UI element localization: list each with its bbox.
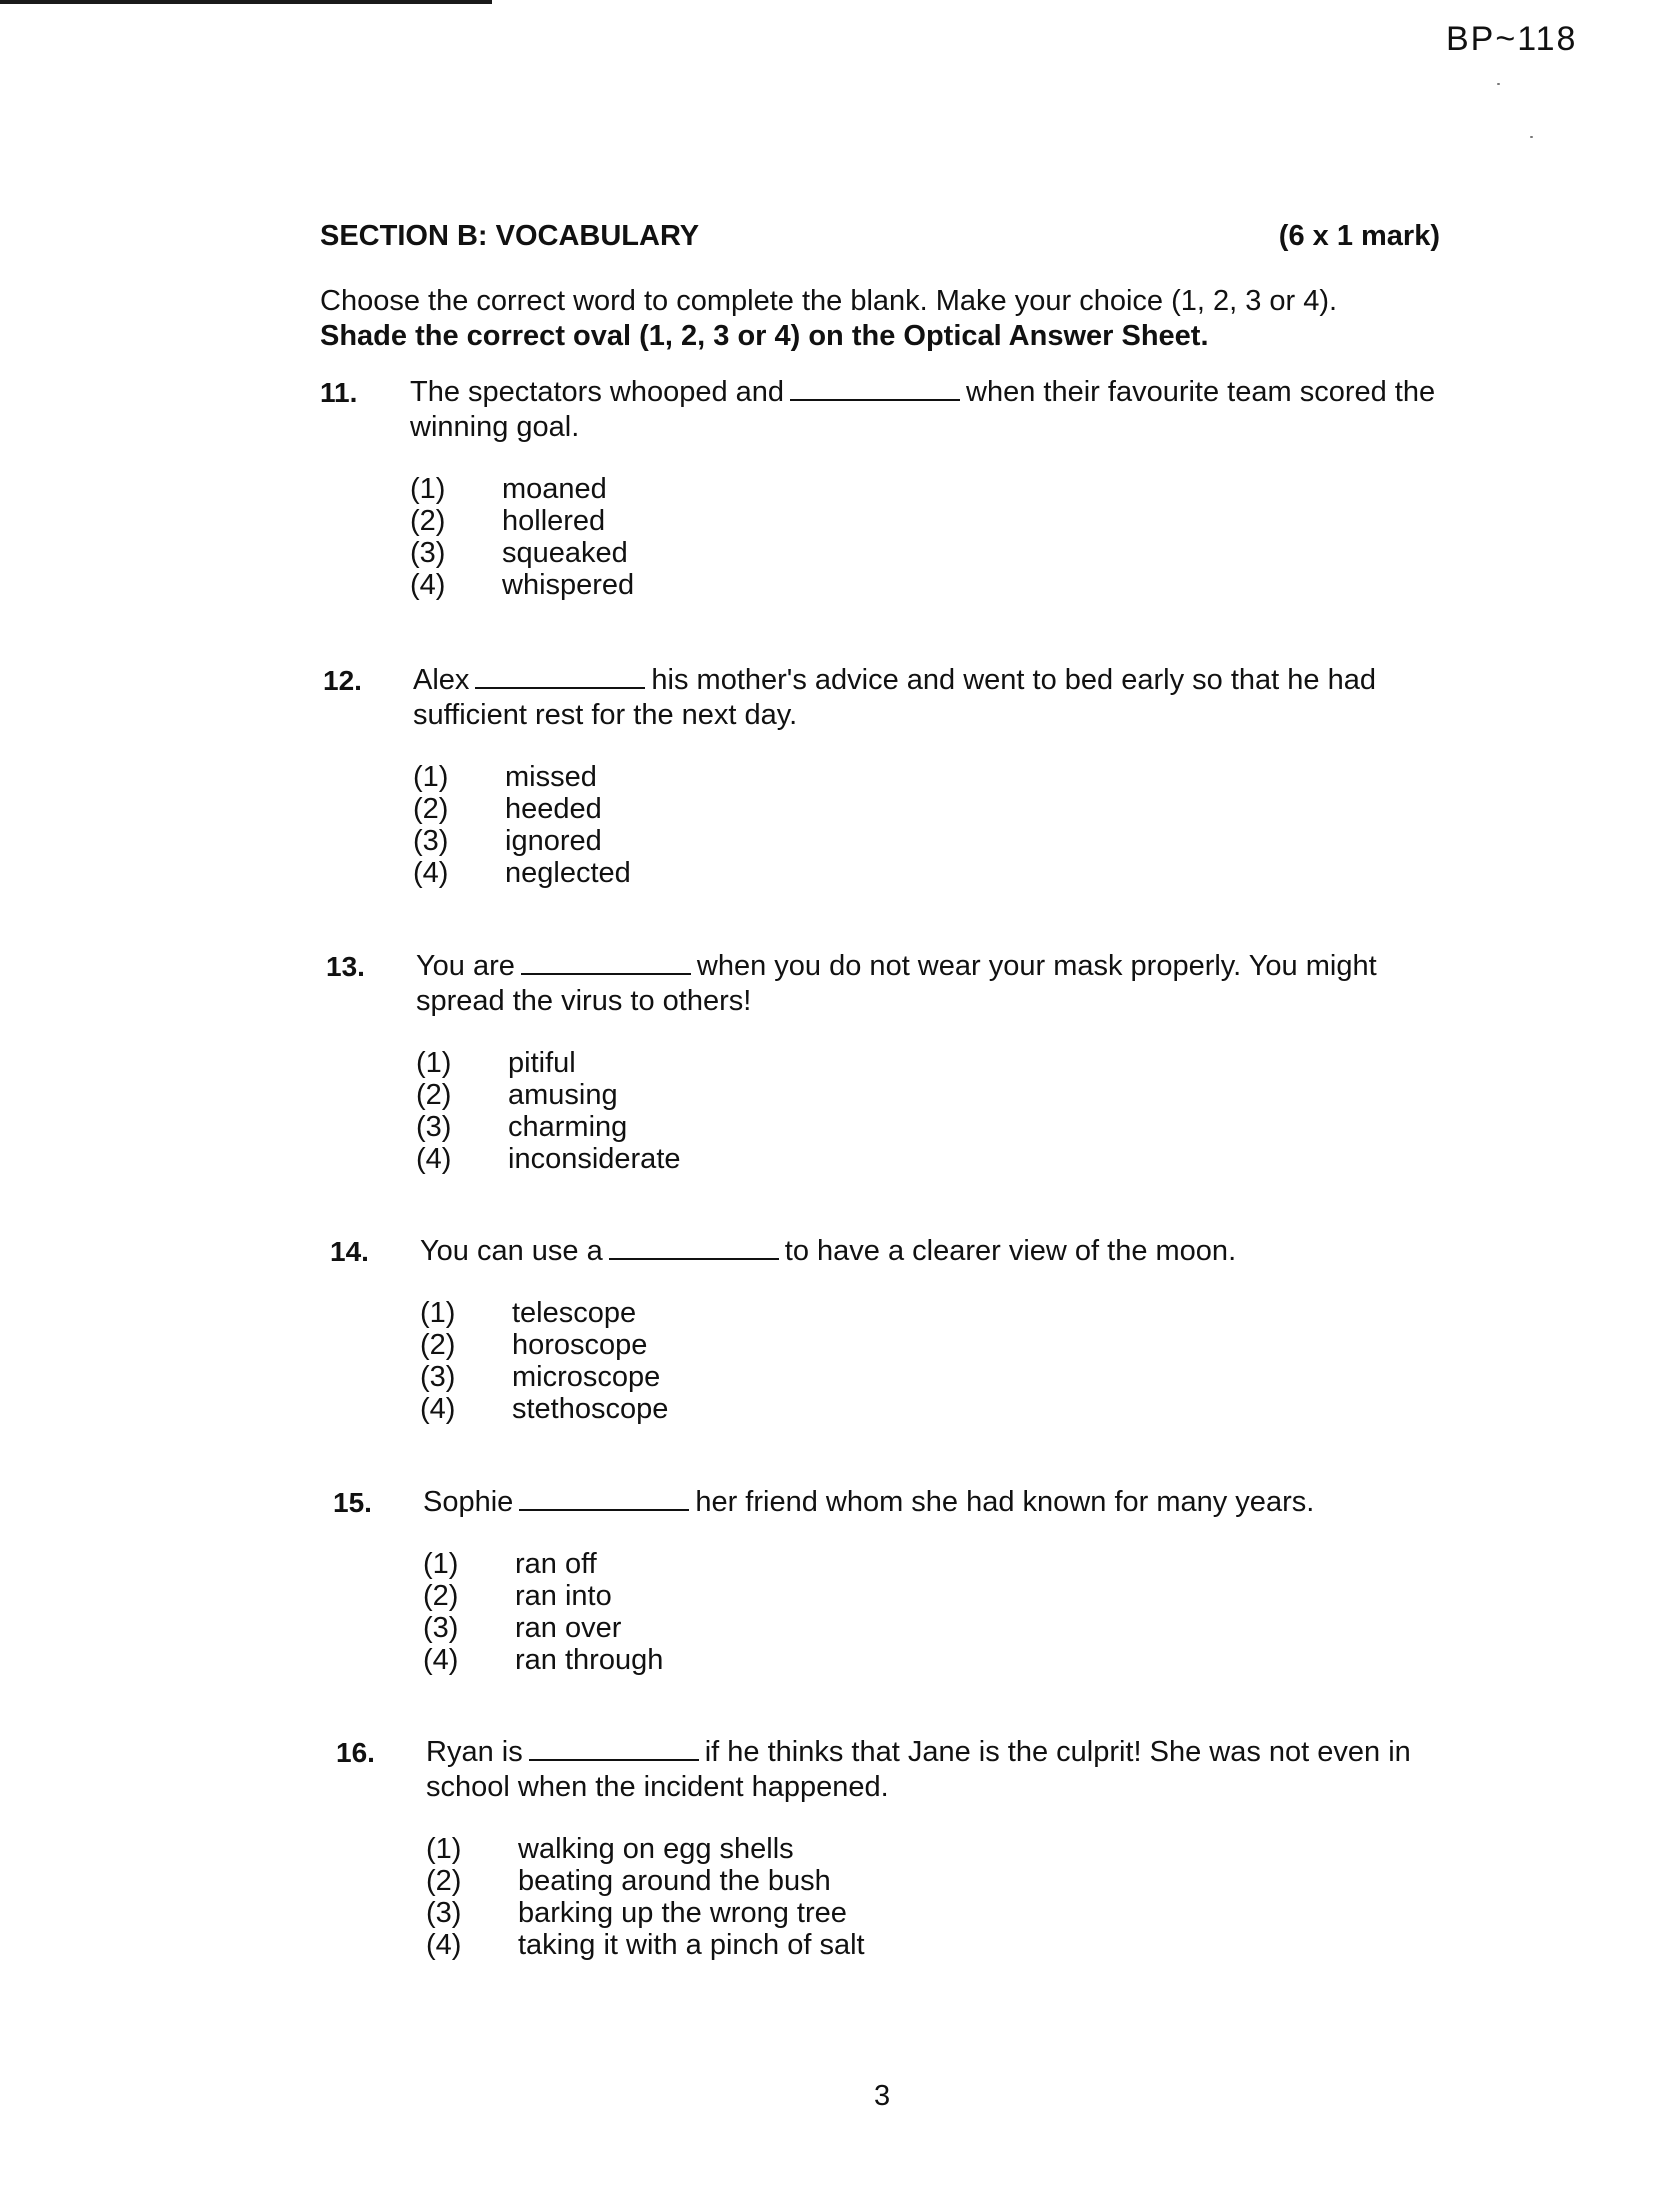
option-text: ran into (515, 1580, 612, 1612)
option-number: (4) (410, 569, 446, 601)
option (420, 1297, 1510, 1329)
question-text (423, 1483, 1473, 1520)
answer-blank (609, 1232, 779, 1260)
option-number: (2) (410, 505, 446, 537)
option (426, 1929, 1516, 1961)
option-number: (1) (410, 473, 446, 505)
question-stem (326, 947, 1506, 1019)
document-code: BP~118 (1446, 20, 1578, 58)
option-number: (3) (413, 825, 449, 857)
option-text: barking up the wrong tree (518, 1897, 847, 1929)
question-stem (320, 373, 1500, 445)
top-rule (0, 0, 492, 4)
stem-after: when you do not wear your mask properly. You might spread the virus to others! (416, 950, 1377, 1017)
option-number: (1) (423, 1548, 459, 1580)
option-number: (4) (416, 1143, 452, 1175)
question-number: 16. (336, 1737, 375, 1768)
answer-blank (519, 1483, 689, 1511)
option-text: amusing (508, 1079, 618, 1111)
answer-blank (521, 947, 691, 975)
option-number: (1) (413, 761, 449, 793)
option (426, 1833, 1516, 1865)
option-number: (1) (426, 1833, 462, 1865)
option-text: beating around the bush (518, 1865, 831, 1897)
section-marks: (6 x 1 mark) (1278, 220, 1440, 252)
option-text: hollered (502, 505, 606, 537)
option (416, 1079, 1506, 1111)
option (410, 569, 1500, 601)
option (413, 857, 1503, 889)
option-number: (2) (426, 1865, 462, 1897)
option-text: neglected (505, 857, 631, 889)
stem-after: her friend whom she had known for many years. (695, 1486, 1315, 1518)
option-text: pitiful (508, 1047, 576, 1079)
option-number: (3) (426, 1897, 462, 1929)
option-text: telescope (512, 1297, 637, 1329)
option-number: (4) (426, 1929, 462, 1961)
option (410, 537, 1500, 569)
option-text: moaned (502, 473, 607, 505)
option (416, 1047, 1506, 1079)
option-number: (3) (420, 1361, 456, 1393)
question-number: 12. (323, 665, 362, 696)
question-text (426, 1733, 1476, 1805)
option (423, 1644, 1513, 1676)
question-12 (323, 661, 1503, 889)
option (416, 1111, 1506, 1143)
instructions-line-1: Choose the correct word to complete the blank. Make your choice (1, 2, 3 or 4). (320, 285, 1338, 317)
option (420, 1361, 1510, 1393)
option-number: (2) (423, 1580, 459, 1612)
question-text (416, 947, 1466, 1019)
option (426, 1897, 1516, 1929)
answer-blank (475, 661, 645, 689)
option-text: walking on egg shells (518, 1833, 794, 1865)
section-header (320, 220, 1440, 253)
question-number: 15. (333, 1487, 372, 1518)
option-number: (2) (413, 793, 449, 825)
option-number: (4) (420, 1393, 456, 1425)
option (410, 473, 1500, 505)
option (413, 793, 1503, 825)
option (426, 1865, 1516, 1897)
option-number: (4) (423, 1644, 459, 1676)
option-list (416, 1047, 1506, 1175)
section-title: SECTION B: VOCABULARY (320, 220, 700, 252)
question-text (410, 373, 1460, 445)
stem-before: You are (416, 950, 515, 982)
stem-before: Alex (413, 664, 470, 696)
answer-blank (529, 1733, 699, 1761)
option (420, 1329, 1510, 1361)
option-number: (1) (416, 1047, 452, 1079)
question-number: 13. (326, 951, 365, 982)
option-text: charming (508, 1111, 628, 1143)
answer-blank (790, 373, 960, 401)
option (423, 1548, 1513, 1580)
question-stem (330, 1232, 1510, 1269)
option-list (426, 1833, 1516, 1961)
instructions-line-2: Shade the correct oval (1, 2, 3 or 4) on the Optical Answer Sheet. (320, 320, 1209, 352)
question-15 (333, 1483, 1513, 1676)
stem-before: Sophie (423, 1486, 514, 1518)
question-11 (320, 373, 1500, 601)
stem-after: to have a clearer view of the moon. (784, 1235, 1237, 1267)
instructions (320, 284, 1450, 354)
option-text: horoscope (512, 1329, 648, 1361)
option-text: whispered (502, 569, 635, 601)
question-number: 11. (320, 377, 358, 408)
scan-speck (1530, 136, 1533, 138)
option-number: (3) (410, 537, 446, 569)
option-text: missed (505, 761, 597, 793)
option-number: (2) (416, 1079, 452, 1111)
option-text: inconsiderate (508, 1143, 681, 1175)
option-list (413, 761, 1503, 889)
option-text: stethoscope (512, 1393, 669, 1425)
page-number: 3 (874, 2080, 891, 2112)
option-text: heeded (505, 793, 602, 825)
option (413, 761, 1503, 793)
question-text (420, 1232, 1470, 1269)
option-number: (1) (420, 1297, 456, 1329)
option-list (420, 1297, 1510, 1425)
option-text: ignored (505, 825, 602, 857)
option (410, 505, 1500, 537)
option (420, 1393, 1510, 1425)
option-list (410, 473, 1500, 601)
question-14 (330, 1232, 1510, 1425)
option-number: (3) (416, 1111, 452, 1143)
stem-after: if he thinks that Jane is the culprit! She was not even in school when the incident happened. (426, 1736, 1411, 1803)
option (423, 1612, 1513, 1644)
option (423, 1580, 1513, 1612)
stem-before: Ryan is (426, 1736, 523, 1768)
option (416, 1143, 1506, 1175)
option-text: squeaked (502, 537, 628, 569)
option-text: taking it with a pinch of salt (518, 1929, 865, 1961)
option-text: microscope (512, 1361, 661, 1393)
question-13 (326, 947, 1506, 1175)
question-text (413, 661, 1463, 733)
question-stem (333, 1483, 1513, 1520)
stem-before: You can use a (420, 1235, 603, 1267)
option-text: ran off (515, 1548, 597, 1580)
option-number: (4) (413, 857, 449, 889)
stem-before: The spectators whooped and (410, 376, 785, 408)
question-number: 14. (330, 1236, 369, 1267)
question-stem (323, 661, 1503, 733)
stem-after: when their favourite team scored the winning goal. (410, 376, 1436, 443)
question-16 (336, 1733, 1516, 1961)
scan-speck (1497, 83, 1500, 85)
option-number: (3) (423, 1612, 459, 1644)
option-text: ran through (515, 1644, 664, 1676)
question-stem (336, 1733, 1516, 1805)
option-number: (2) (420, 1329, 456, 1361)
option-text: ran over (515, 1612, 622, 1644)
option-list (423, 1548, 1513, 1676)
stem-after: his mother's advice and went to bed early so that he had sufficient rest for the next day. (413, 664, 1376, 731)
option (413, 825, 1503, 857)
